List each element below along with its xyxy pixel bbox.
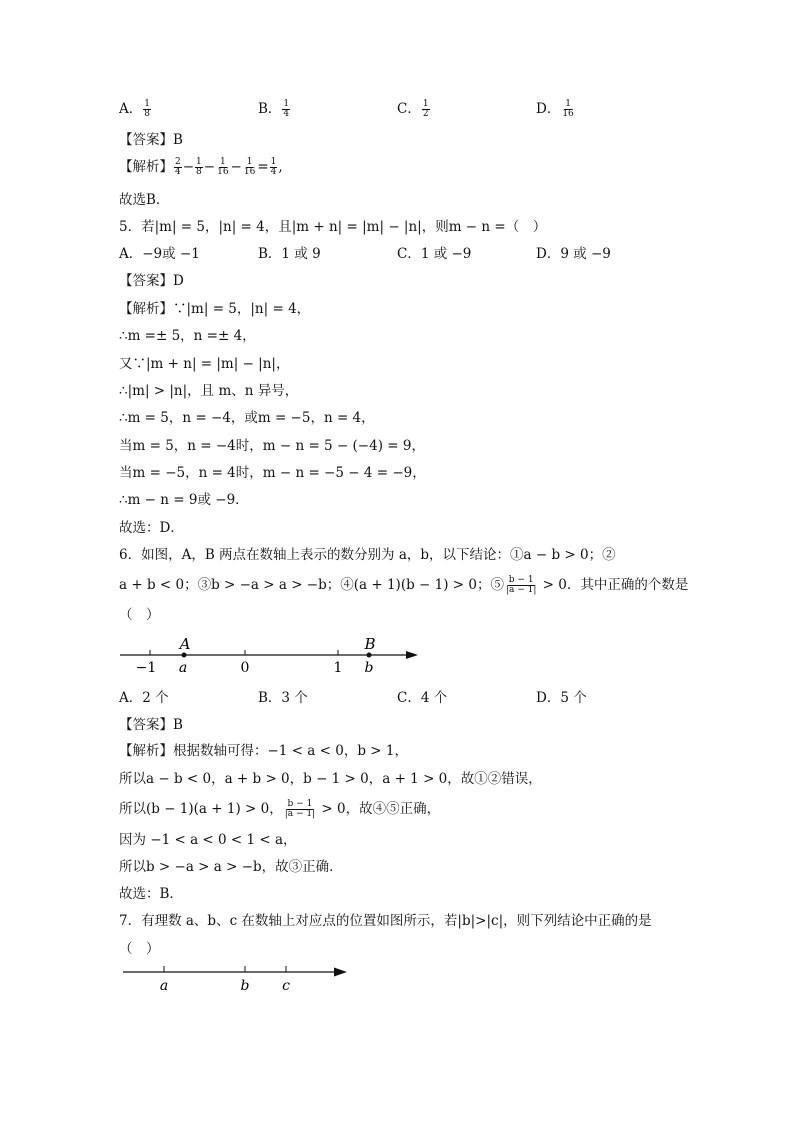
axis-arrow-icon <box>406 651 418 659</box>
point-b <box>367 653 372 658</box>
q5-analysis-line: ∴|m| > |n|，且 m、n 异号， <box>119 383 299 399</box>
q4-option-c: C． $\frac{1}{2}$ <box>397 99 429 119</box>
q7-stem-line-1: 7．有理数 a、b、c 在数轴上对应点的位置如图所示，若|b|>|c|，则下列结论中正确的是 <box>119 913 652 929</box>
point-a <box>182 653 187 658</box>
q6-analysis-line: 所以(b − 1)(a + 1) > 0， $\frac{b - 1}{|a - 1|}$ > 0，故④⑤正确， <box>119 799 441 819</box>
q5-analysis-line: ∴m =± 5，n =± 4， <box>119 328 256 344</box>
q4-choose: 故选B． <box>119 192 170 208</box>
q4-answer: 【答案】B <box>119 132 183 148</box>
q5-option-c: C．1 或 −9 <box>397 246 472 262</box>
q6-option-b: B．3 个 <box>258 690 308 706</box>
q6-analysis-line: 因为 −1 < a < 0 < 1 < a， <box>119 832 297 848</box>
label-c: c <box>282 978 290 994</box>
q5-analysis-line: 当m = −5，n = 4时，m − n = −5 − 4 = −9， <box>119 465 426 481</box>
q6-stem-line-2: a + b < 0；③b > −a > a > −b；④(a + 1)(b − 1) > 0；⑤ $\frac{b - 1}{|a - 1|}$ > 0．其中正确的个数是 <box>119 575 689 595</box>
q6-stem-line-1: 6．如图，A，B 两点在数轴上表示的数分别为 a，b，以下结论：①a − b > 0；② <box>119 547 616 563</box>
q5-option-b: B．1 或 9 <box>258 246 321 262</box>
q6-analysis-line: 所以b > −a > a > −b，故③正确． <box>119 859 343 875</box>
q5-option-d: D．9 或 −9 <box>536 246 611 262</box>
q5-choose: 故选：D． <box>119 520 184 536</box>
q6-choose: 故选：B． <box>119 886 183 902</box>
label-minus-one: −1 <box>135 660 157 676</box>
label-point-a-lower: a <box>178 660 188 676</box>
q4-option-b: B． $\frac{1}{4}$ <box>258 99 290 119</box>
q4-option-d: D． $\frac{1}{16}$ <box>536 99 574 119</box>
q6-analysis-line: 所以a − b < 0，a + b > 0，b − 1 > 0，a + 1 > 0，故①②错误， <box>119 771 542 787</box>
q4-option-a: A． $\frac{1}{8}$ <box>119 99 150 119</box>
label-point-a-upper: A <box>179 635 191 653</box>
q5-analysis-line: ∴m = 5，n = −4，或m = −5，n = 4， <box>119 410 375 426</box>
label-zero: 0 <box>240 660 250 676</box>
label-point-b-lower: b <box>364 660 374 676</box>
q6-analysis-line: 【解析】根据数轴可得：−1 < a < 0，b > 1， <box>119 743 408 759</box>
q5-analysis-line: ∴m − n = 9或 −9． <box>119 492 249 508</box>
label-a: a <box>159 978 169 994</box>
q6-option-a: A．2 个 <box>119 690 169 706</box>
label-point-b-upper: B <box>364 635 376 653</box>
q4-analysis: 【解析】 $\frac{2}{4}$ − $\frac{1}{8}$ − $\frac{1}{16}$ − $\frac{1}{16}$ = $\frac{1}{4}$ , <box>119 157 283 177</box>
q6-option-c: C．4 个 <box>397 690 448 706</box>
axis-arrow-icon <box>334 968 347 977</box>
q6-answer: 【答案】B <box>119 717 183 733</box>
q6-stem-line-3: （ ） <box>119 607 160 623</box>
q5-option-a: A．−9或 −1 <box>119 246 200 262</box>
label-one: 1 <box>333 660 343 676</box>
q7-number-line <box>115 958 365 998</box>
label-b: b <box>240 978 250 994</box>
q5-analysis-line: 【解析】∵|m| = 5，|n| = 4， <box>119 301 311 317</box>
q6-option-d: D．5 个 <box>536 690 587 706</box>
q5-analysis-line: 当m = 5，n = −4时，m − n = 5 − (−4) = 9， <box>119 438 425 454</box>
q6-number-line <box>110 630 430 680</box>
q5-analysis-line: 又∵|m + n| = |m| − |n|， <box>119 356 290 372</box>
q5-stem: 5．若|m| = 5，|n| = 4，且|m + n| = |m| − |n|，则m − n =（ ） <box>119 219 547 235</box>
q5-answer: 【答案】D <box>119 273 184 289</box>
q7-stem-line-2: （ ） <box>119 941 160 957</box>
